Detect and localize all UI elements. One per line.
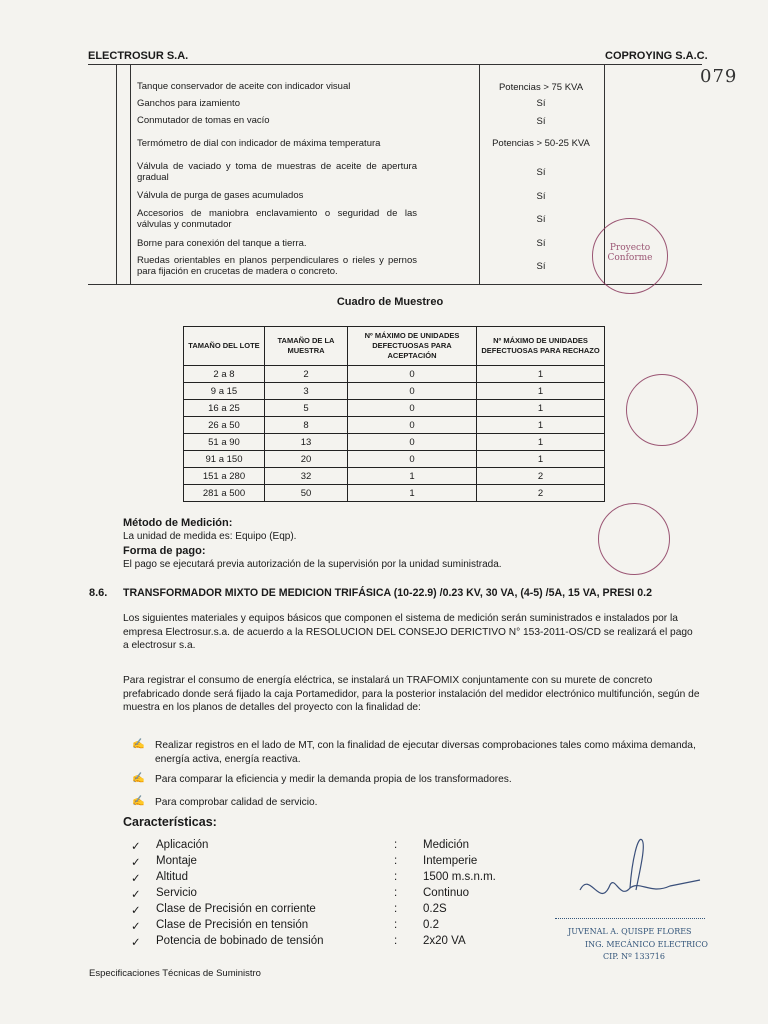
page-number: 079 <box>700 66 738 87</box>
list-item: Para comprobar calidad de servicio. <box>155 797 318 808</box>
spec-row-text: Termómetro de dial con indicador de máxima temperatura <box>137 138 381 149</box>
spec-row-text: Borne para conexión del tanque a tierra. <box>137 238 307 249</box>
list-item: ✓ Montaje : Intemperie <box>131 855 478 869</box>
table-row: 91 a 150 20 0 1 <box>184 451 605 468</box>
footer-text: Especificaciones Técnicas de Suministro <box>89 968 261 979</box>
signature-name: JUVENAL A. QUISPE FLORES <box>568 927 692 936</box>
spec-row-value: Sí <box>536 214 546 225</box>
method-text: La unidad de medida es: Equipo (Eqp). <box>123 531 297 542</box>
project-conforme-stamp: Proyecto Conforme <box>592 218 668 294</box>
electrosur-stamp <box>626 374 698 446</box>
spec-row-text: Accesorios de maniobra enclavamiento o seguridad de las válvulas y conmutador <box>137 208 417 230</box>
table-row: 151 a 280 32 1 2 <box>184 468 605 485</box>
sampling-title: Cuadro de Muestreo <box>336 296 444 308</box>
table-row: 9 a 15 3 0 1 <box>184 383 605 400</box>
check-icon: ✓ <box>131 889 141 901</box>
spec-row-text: Ruedas orientables en planos perpendiculares o rieles y pernos para fijación en crucetas de madera o concreto. <box>137 255 417 277</box>
table-row: 16 a 25 5 0 1 <box>184 400 605 417</box>
spec-row-text: Tanque conservador de aceite con indicador visual <box>137 81 351 92</box>
spec-row-value: Potencias > 75 KVA <box>498 82 584 93</box>
spec-row-value: Sí <box>536 261 546 272</box>
header-company-right: COPROYING S.A.C. <box>605 50 708 62</box>
list-item: ✓ Aplicación : Medición <box>131 839 470 853</box>
signature <box>560 830 710 920</box>
payment-title: Forma de pago: <box>123 545 206 557</box>
section-paragraph: Para registrar el consumo de energía eléctrica, se instalará un TRAFOMIX conjuntamente con su murete de concreto prefabricado donde será fijado la caja Portamedidor, para la posterior instalación del medidor electrónico multifunción, según de muestra en los planos de detalles del proyecto con la finalidad de: <box>123 675 700 713</box>
list-item: ✓ Servicio : Continuo <box>131 887 470 901</box>
table-row <box>184 327 605 366</box>
list-item: ✓ Potencia de bobinado de tensión : 2x20 VA <box>131 935 466 949</box>
spec-row-value: Sí <box>536 238 546 249</box>
pen-bullet-icon: ✍ <box>132 739 145 750</box>
table-row: 26 a 50 8 0 1 <box>184 417 605 434</box>
payment-text: El pago se ejecutará previa autorización de la supervisión por la unidad suministrada. <box>123 559 502 570</box>
section-number: 8.6. <box>89 587 108 599</box>
table-row: 2 a 8 2 0 1 <box>184 366 605 383</box>
check-icon: ✓ <box>131 905 141 917</box>
table-header: TAMAÑO DE LA MUESTRA <box>265 327 348 366</box>
spec-row-text: Válvula de vaciado y toma de muestras de aceite de apertura gradual <box>137 161 417 183</box>
check-icon: ✓ <box>131 937 141 949</box>
spec-row-value: Sí <box>536 191 546 202</box>
pen-bullet-icon: ✍ <box>132 773 145 784</box>
pen-bullet-icon: ✍ <box>132 796 145 807</box>
spec-row-value: Potencias > 50-25 KVA <box>492 138 590 149</box>
spec-row-text: Ganchos para izamiento <box>137 98 240 109</box>
table-header: Nº MÁXIMO DE UNIDADES DEFECTUOSAS PARA ACEPTACIÓN <box>348 327 477 366</box>
check-icon: ✓ <box>131 841 141 853</box>
list-item: Realizar registros en el lado de MT, con la finalidad de ejecutar diversas comprobaciones tales como máxima demanda, energía activa, energía reactiva. <box>155 740 696 765</box>
list-item: ✓ Clase de Precisión en tensión : 0.2 <box>131 919 439 933</box>
check-icon: ✓ <box>131 921 141 933</box>
sampling-table <box>183 326 605 502</box>
section-paragraph: Los siguientes materiales y equipos básicos que componen el sistema de medición serán suministrados e instalados por la empresa Electrosur.s.a. de acuerdo a la RESOLUCION DEL CONSEJO DERICTIVO N° 153-2011-OS/CD se realizará el pago a electrosur s.a. <box>123 613 693 651</box>
list-item: ✓ Clase de Precisión en corriente : 0.2S <box>131 903 447 917</box>
header-company-left: ELECTROSUR S.A. <box>88 50 189 62</box>
method-title: Método de Medición: <box>123 517 233 529</box>
section-title: TRANSFORMADOR MIXTO DE MEDICION TRIFÁSICA (10-22.9) /0.23 KV, 30 VA, (4-5) /5A, 15 VA, PRESI 0.2 <box>123 587 653 599</box>
electrosur-stamp <box>598 503 670 575</box>
signature-cip: CIP. Nº 133716 <box>603 952 665 961</box>
characteristics-title: Características: <box>123 815 217 829</box>
list-item: Para comparar la eficiencia y medir la demanda propia de los transformadores. <box>155 774 512 785</box>
signature-title: ING. MECÁNICO ELECTRICO <box>585 940 708 949</box>
spec-row-value: Sí <box>536 116 546 127</box>
signature-line <box>555 918 705 919</box>
table-header: TAMAÑO DEL LOTE <box>184 327 265 366</box>
spec-row-value: Sí <box>536 98 546 109</box>
table-row: 281 a 500 50 1 2 <box>184 485 605 502</box>
spec-row-text: Válvula de purga de gases acumulados <box>137 190 304 201</box>
spec-row-text: Conmutador de tomas en vacío <box>137 115 270 126</box>
table-header: Nº MÁXIMO DE UNIDADES DEFECTUOSAS PARA RECHAZO <box>477 327 605 366</box>
table-row: 51 a 90 13 0 1 <box>184 434 605 451</box>
check-icon: ✓ <box>131 873 141 885</box>
list-item: ✓ Altitud : 1500 m.s.n.m. <box>131 871 496 885</box>
spec-row-value: Sí <box>536 167 546 178</box>
check-icon: ✓ <box>131 857 141 869</box>
